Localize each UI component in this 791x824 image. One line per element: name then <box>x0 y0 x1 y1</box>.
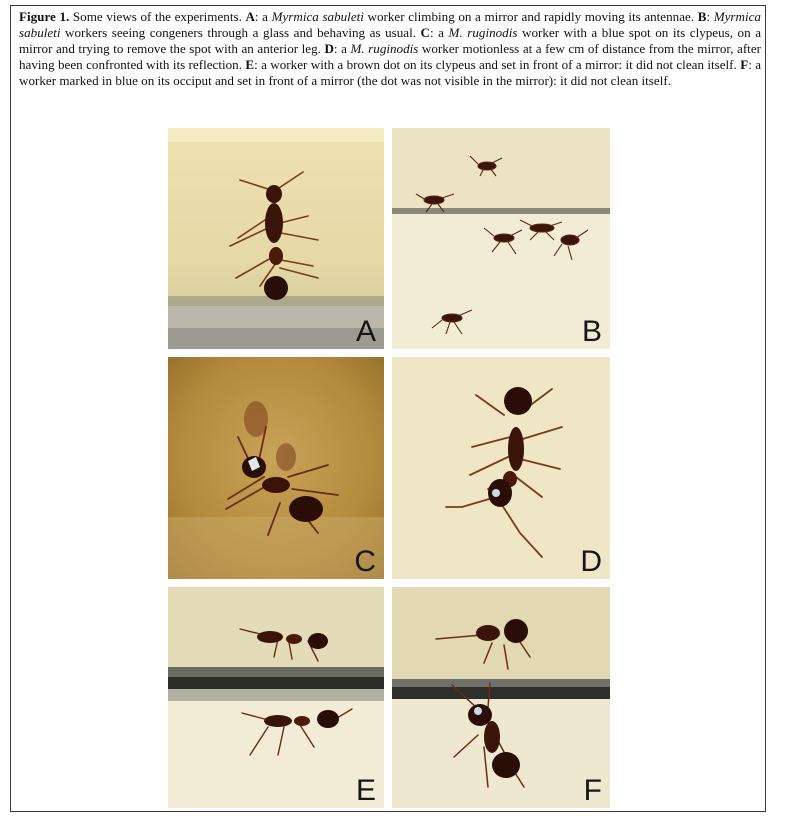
panel-d-label: D <box>580 545 602 578</box>
panel-c <box>168 357 384 579</box>
caption-run: worker climbing on a mirror and rapidly moving its antennae. <box>363 9 698 24</box>
panel-f <box>392 587 610 808</box>
figure-frame <box>10 5 766 812</box>
caption-run: workers seeing congeners through a glass and behaving as usual. <box>60 25 421 40</box>
caption-run: Some views of the experiments. <box>72 9 246 24</box>
ant-e-reflection <box>257 631 283 643</box>
ant-f-head <box>468 704 492 726</box>
caption-run: : <box>706 9 714 24</box>
ant-f-reflection <box>476 625 500 641</box>
panel-d-photo <box>392 357 610 579</box>
caption-run: : a worker marked in blue on its occiput and set in front of a mirror (the dot was not visible in the mirror): it did not clean itself. <box>19 57 762 88</box>
panel-b-label: B <box>581 315 602 348</box>
caption-run: worker with a blue spot on its clypeus, on a mirror and trying to remove the spot with an anterior leg. <box>19 25 762 56</box>
panel-d <box>392 357 610 579</box>
caption-run: A <box>245 9 255 24</box>
panel-c-photo <box>168 357 384 579</box>
caption-run: Myrmica sabuleti <box>19 9 761 40</box>
caption-run: : a <box>430 25 449 40</box>
caption-run: C <box>420 25 430 40</box>
figure-label: Figure 1. <box>19 9 70 24</box>
ant-e <box>264 715 292 727</box>
caption-run: worker motionless at a few cm of distance from the mirror, after having been confronted with its reflection. <box>19 41 761 72</box>
caption-text <box>19 9 761 88</box>
panel-a-label: A <box>355 315 376 348</box>
panel-f-label: F <box>583 774 602 807</box>
caption-run: : a worker with a brown dot on its clypeus and set in front of a mirror: it did not clean itself. <box>254 57 741 72</box>
caption-run: M. ruginodis <box>448 25 518 40</box>
caption-run: : a <box>254 9 272 24</box>
caption-run: D <box>324 41 334 56</box>
caption-run: B <box>697 9 707 24</box>
panel-b-photo <box>392 128 610 349</box>
blue-spot-d <box>492 489 500 497</box>
panel-a-photo <box>168 128 384 349</box>
caption-run: M. ruginodis <box>350 41 419 56</box>
panel-a <box>168 128 384 349</box>
panel-b <box>392 128 610 349</box>
panel-e-photo <box>168 587 384 808</box>
panel-e-label: E <box>355 774 376 807</box>
caption-run: F <box>740 57 749 72</box>
caption-run: Myrmica sabuleti <box>271 9 364 24</box>
caption-run: E <box>245 57 255 72</box>
panel-f-photo <box>392 587 610 808</box>
figure-caption <box>19 9 761 89</box>
panel-c-label: C <box>354 545 376 578</box>
panel-e <box>168 587 384 808</box>
blue-spot-f <box>474 707 482 715</box>
caption-run: : a <box>333 41 351 56</box>
